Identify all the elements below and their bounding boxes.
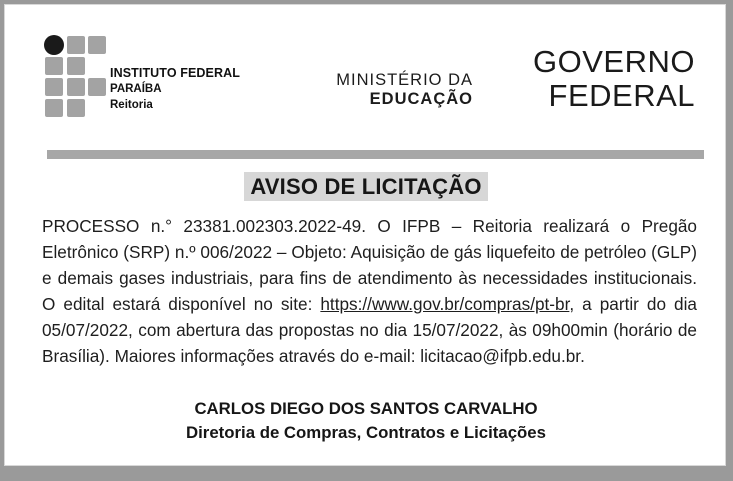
header-divider xyxy=(47,150,704,159)
notice-text-part2: , a partir do dia 05/07/2022, com abertura das propostas no dia 15/07/2022, às 09h00min (horário de Brasília). Maiores informações através do e-mail: licitacao@ifpb.edu.br. xyxy=(42,294,697,366)
notice-card xyxy=(4,4,726,466)
institution-name xyxy=(110,65,240,113)
government-label xyxy=(533,45,695,113)
ministry-line1: MINISTÉRIO DA xyxy=(336,71,473,89)
signatory-name: CARLOS DIEGO DOS SANTOS CARVALHO xyxy=(194,399,538,418)
signature-block xyxy=(5,397,727,445)
ministry-line2: EDUCAÇÃO xyxy=(369,90,473,108)
institution-line3: Reitoria xyxy=(110,99,153,111)
institution-line1: INSTITUTO FEDERAL xyxy=(110,66,240,80)
if-logo-icon xyxy=(44,35,108,117)
notice-text-part1: PROCESSO n.° 23381.002303.2022-49. O IFPB – Reitoria realizará o Pregão Eletrônico (SRP) n.º 006/2022 – Objeto: Aquisição de gás liquefeito de petróleo (GLP) e demais gases industriais, para fins de atendimento às necessidades institucionais. O edital estará disponível no site: xyxy=(42,216,697,314)
ministry-label xyxy=(321,71,473,109)
notice-body xyxy=(42,213,697,369)
government-line1: GOVERNO xyxy=(533,44,695,79)
compras-link[interactable]: https://www.gov.br/compras/pt-br xyxy=(320,294,570,314)
institution-line2: PARAÍBA xyxy=(110,83,162,95)
signatory-role: Diretoria de Compras, Contratos e Licitações xyxy=(186,423,546,442)
government-line2: FEDERAL xyxy=(548,78,695,113)
notice-title: AVISO DE LICITAÇÃO xyxy=(244,172,487,201)
